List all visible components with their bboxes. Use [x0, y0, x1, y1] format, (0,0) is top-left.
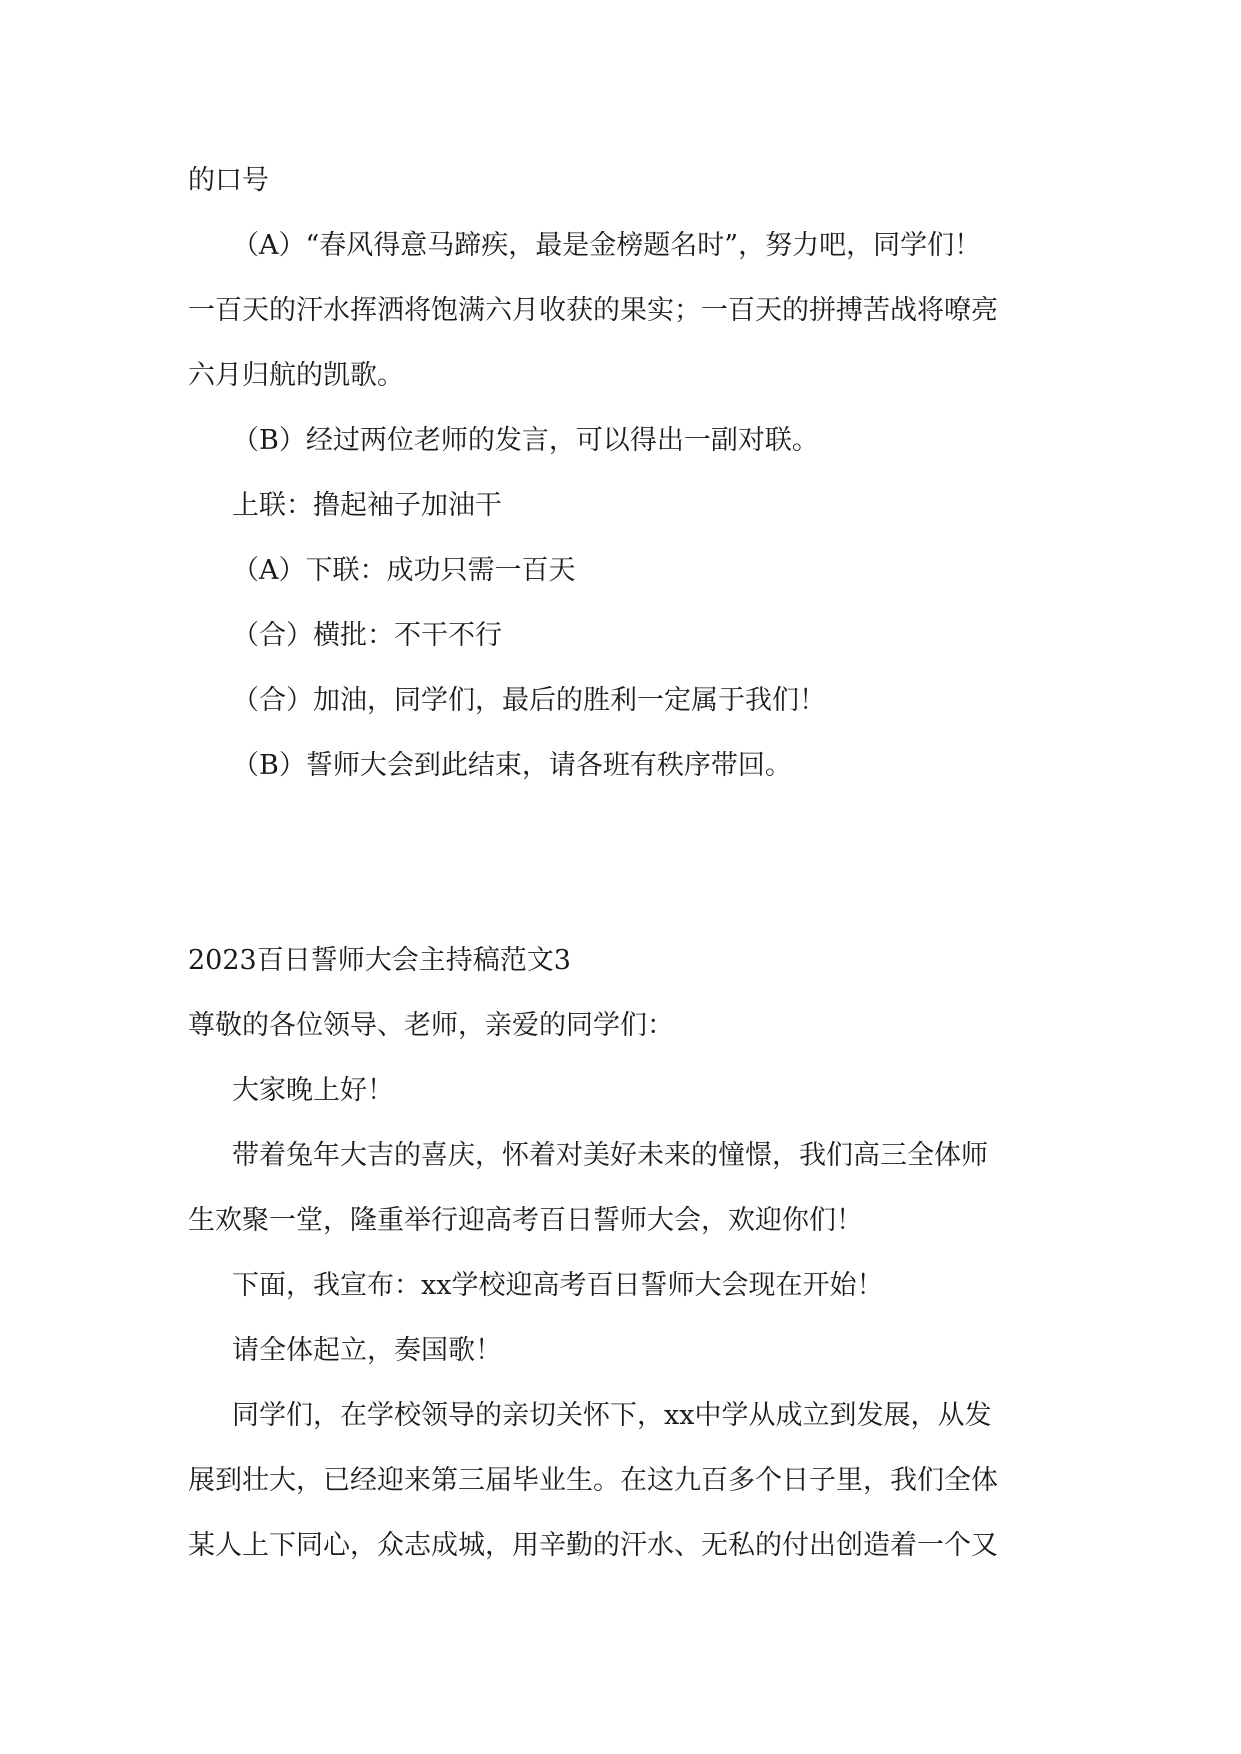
- text-line: 上联：撸起袖子加油干: [232, 490, 502, 521]
- text-line: （A）“春风得意马蹄疾，最是金榜题名时”，努力吧，同学们！: [232, 230, 982, 261]
- text-line: 六月归航的凯歌。: [188, 360, 404, 391]
- section-heading: 2023百日誓师大会主持稿范文3: [188, 945, 571, 976]
- text-line: 的口号: [188, 165, 269, 196]
- text-line: 展到壮大，已经迎来第三届毕业生。在这九百多个日子里，我们全体: [188, 1465, 998, 1496]
- text-line: 某人上下同心，众志成城，用辛勤的汗水、无私的付出创造着一个又: [188, 1530, 998, 1561]
- text-line: （B）经过两位老师的发言，可以得出一副对联。: [232, 425, 819, 456]
- text-line: （A）下联：成功只需一百天: [232, 555, 576, 586]
- text-line: 同学们，在学校领导的亲切关怀下，xx中学从成立到发展，从发: [232, 1400, 992, 1431]
- section-spacer: [188, 798, 1058, 928]
- text-line: （B）誓师大会到此结束，请各班有秩序带回。: [232, 750, 792, 781]
- salutation-line: 尊敬的各位领导、老师，亲爱的同学们：: [188, 1010, 674, 1041]
- text-line: （合）加油，同学们，最后的胜利一定属于我们！: [232, 685, 826, 716]
- text-line: 大家晚上好！: [232, 1075, 394, 1106]
- document-body: [188, 148, 1058, 1578]
- text-line: 请全体起立，奏国歌！: [232, 1335, 502, 1366]
- text-line: （合）横批：不干不行: [232, 620, 502, 651]
- text-line: 下面，我宣布：xx学校迎高考百日誓师大会现在开始！: [232, 1270, 884, 1301]
- text-line: 一百天的汗水挥洒将饱满六月收获的果实；一百天的拼搏苦战将嘹亮: [188, 295, 998, 326]
- text-line: 带着兔年大吉的喜庆，怀着对美好未来的憧憬，我们高三全体师: [232, 1140, 988, 1171]
- text-line: 生欢聚一堂，隆重举行迎高考百日誓师大会，欢迎你们！: [188, 1205, 863, 1236]
